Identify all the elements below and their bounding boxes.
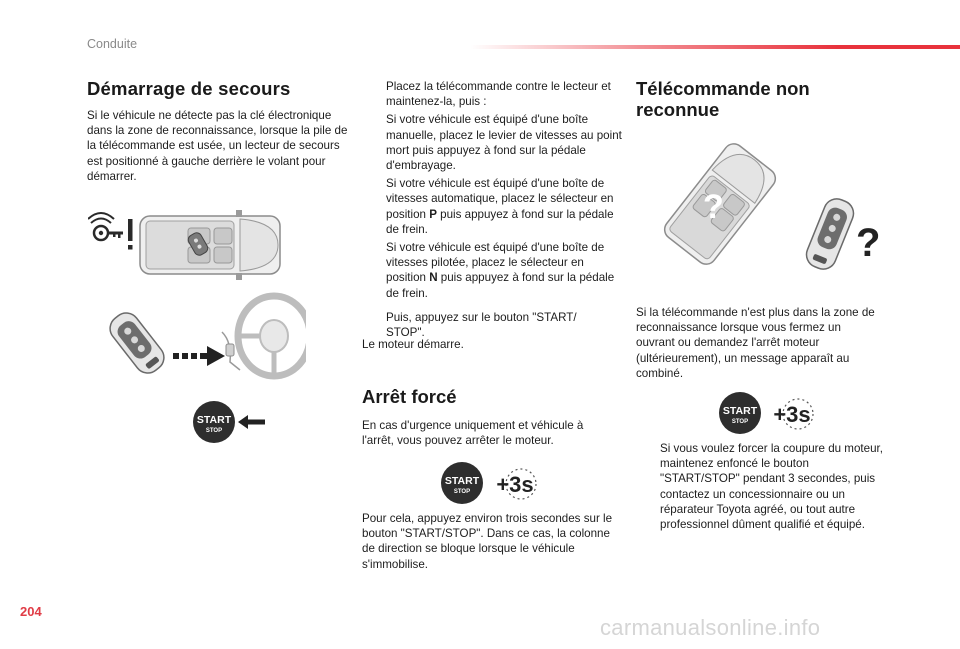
- watermark: carmanualsonline.info: [600, 615, 821, 640]
- question-mark-icon: ?: [856, 221, 881, 265]
- start-stop-button-icon: [192, 400, 236, 444]
- list-item: Puis, appuyez sur le bouton "START/ STOP".: [386, 310, 577, 340]
- steering-wheel-figure: [218, 292, 306, 384]
- three-seconds-badge: [768, 396, 814, 432]
- start-label: START: [444, 475, 480, 487]
- emergency-start-heading: Démarrage de secours: [87, 78, 291, 99]
- engine-start-result: Le moteur démarre.: [362, 338, 464, 351]
- unrecognized-remote-heading: Télécommande non reconnue: [636, 78, 810, 120]
- section-title: Conduite: [87, 37, 138, 51]
- start-label: START: [722, 405, 758, 417]
- list-item: Si vous voulez forcer la coupure du moteur, maintenez enfoncé le bouton "START/STOP" pendant 3 secondes, puis contactez un concessionnaire ou un réparateur Toyota agréé, ou tout autre professionnel dûment qualifié et équipé.: [660, 442, 883, 532]
- header-accent-bar: [470, 45, 960, 49]
- stop-label: STOP: [205, 428, 223, 434]
- start-stop-button-icon: [718, 391, 762, 435]
- list-item: Placez la télécommande contre le lecteur et maintenez-la, puis :: [386, 80, 611, 109]
- question-mark-icon: ?: [703, 188, 724, 226]
- list-item: Si votre véhicule est équipé d'une boîte de vitesses pilotée, placez le sélecteur en position N puis appuyez à fond sur la pédale de frein.: [386, 241, 615, 300]
- arrow-icon: [238, 414, 266, 430]
- forced-stop-note: Pour cela, appuyez environ trois secondes sur le bouton "START/STOP". Dans ce cas, la colonne de direction se bloque lorsque le véhicule s'immobilise.: [362, 512, 613, 571]
- duration-label: +3s: [773, 402, 811, 427]
- forced-stop-heading: Arrêt forcé: [362, 386, 457, 407]
- start-stop-button-icon: [440, 461, 484, 505]
- vehicle-top-view-figure: [138, 210, 286, 284]
- key-warning-icon: [88, 205, 136, 255]
- start-label: START: [196, 414, 232, 426]
- forced-stop-intro: En cas d'urgence uniquement et véhicule à l'arrêt, vous pouvez arrêter le moteur.: [362, 419, 584, 448]
- remote-key-figure: [795, 192, 865, 276]
- emergency-start-steps: [362, 79, 622, 343]
- remote-key-figure: [100, 306, 174, 380]
- list-item: Si votre véhicule est équipé d'une boîte manuelle, placez le levier de vitesses au point mort puis appuyez à fond sur la pédale d'embrayage.: [386, 113, 622, 173]
- unrecognized-remote-steps: [636, 441, 886, 532]
- three-seconds-badge: [491, 466, 537, 502]
- page-number: 204: [20, 604, 42, 619]
- emergency-start-intro: Si le véhicule ne détecte pas la clé électronique dans la zone de reconnaissance, lorsque la pile de la télécommande est usée, un lecteur de secours est positionné à gauche derrière le volant pour démarrer.: [87, 109, 348, 183]
- duration-label: +3s: [496, 472, 534, 497]
- stop-label: STOP: [453, 489, 471, 495]
- list-item: Si votre véhicule est équipé d'une boîte de vitesses automatique, placez le sélecteur en position P puis appuyez à fond sur la pédale de frein.: [386, 177, 614, 236]
- stop-label: STOP: [731, 419, 749, 425]
- unrecognized-remote-intro: Si la télécommande n'est plus dans la zone de reconnaissance lorsque vous fermez un ouvrant ou demandez l'arrêt moteur (ultérieurement), un message apparaît au combiné.: [636, 306, 875, 380]
